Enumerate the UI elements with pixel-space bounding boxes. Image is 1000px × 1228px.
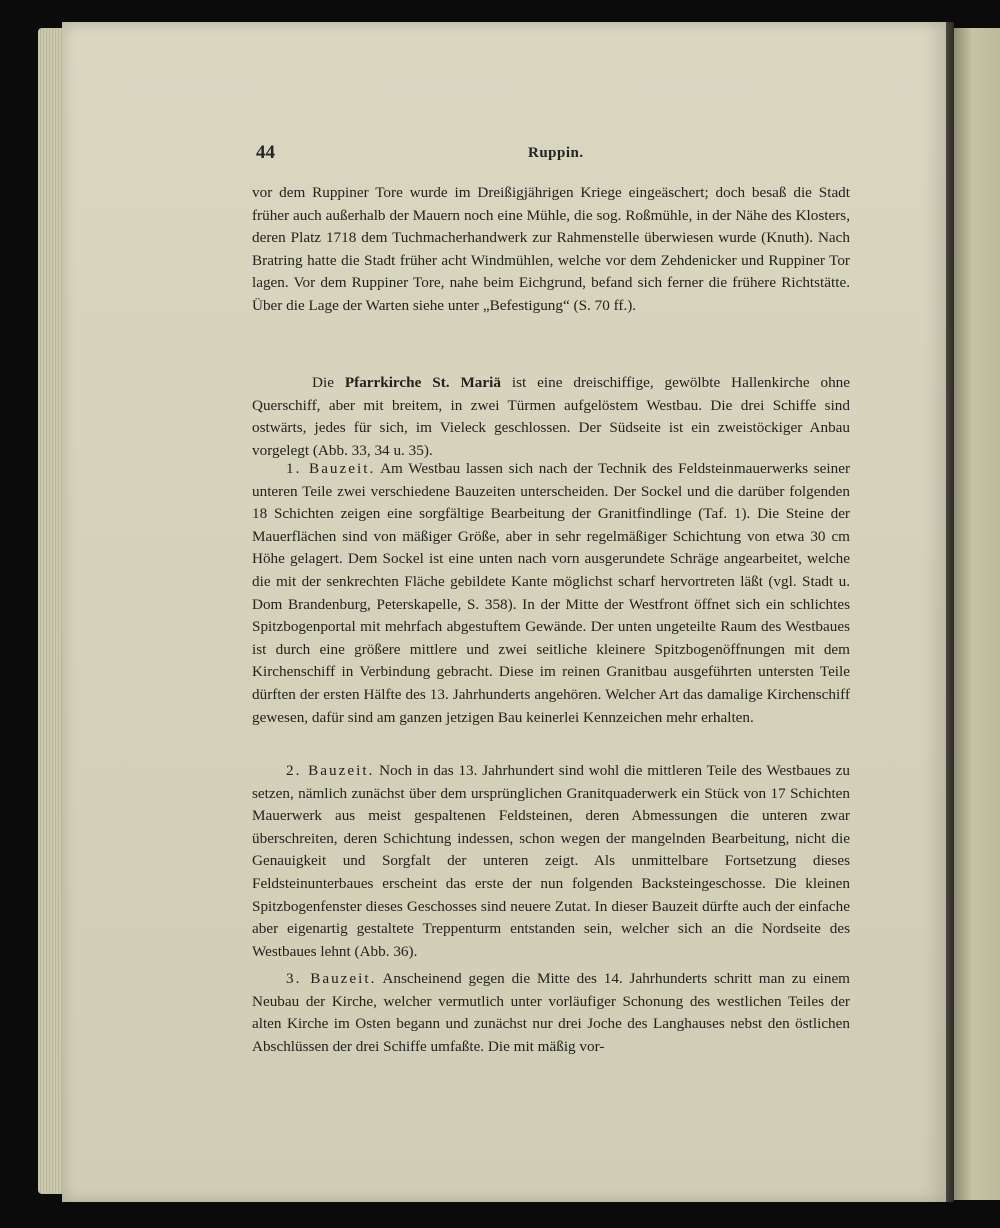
paragraph-bauzeit-1	[252, 458, 850, 729]
running-title: Ruppin.	[528, 145, 584, 161]
paragraph-lead: Die	[312, 374, 334, 391]
section-lead-3: 3. Bauzeit.	[286, 970, 377, 987]
paragraph-text: Am Westbau lassen sich nach der Technik des Feldsteinmauerwerks seiner unteren Teile zwei verschiedene Bauzeiten unterscheiden. Der Sockel und die darüber folgenden 18 Schichten zeigen eine sorgfältige Bearbeitung der Granitfindlinge (Taf. 1). Die Steine der Mauerflächen sind von mäßiger Größe, aber in sehr regelmäßiger Schichtung von etwa 30 cm Höhe gelagert. Dem Sockel ist eine unten nach vorn ausgerundete Schräge angearbeitet, welche die mit der senkrechten Fläche gebildete Kante möglichst scharf hervortreten läßt (vgl. Stadt u. Dom Brandenburg, Peterskapelle, S. 358). In der Mitte der Westfront öffnet sich ein schlichtes Spitzbogenportal mit mehrfach abgestuftem Gewände. Der unten ungeteilte Raum des Westbaues ist durch eine größere mittlere und zwei seitliche kleinere Spitzbogenöffnungen mit dem Kirchenschiff in Verbindung gebracht. Diese im reinen Granitbau ausgeführten untersten Teile dürften der ersten Hälfte des 13. Jahrhunderts angehören. Welcher Art das damalige Kirchenschiff gewesen, dafür sind am ganzen jetzigen Bau keinerlei Kennzeichen mehr erhalten.	[252, 460, 851, 726]
page-number: 44	[256, 142, 275, 163]
section-lead-1: 1. Bauzeit.	[286, 460, 376, 477]
paragraph-text: ist eine dreischiffige, gewölbte Hallenkirche ohne Querschiff, aber mit breitem, in zwei Türmen aufgelöstem Westbau. Die drei Schiffe sind ostwärts, jedes für sich, im Vieleck geschlossen. Der Südseite ist ein zweistöckiger Anbau vorgelegt (Abb. 33, 34 u. 35).	[252, 374, 850, 459]
paragraph-bauzeit-2	[252, 760, 850, 963]
next-page-edge	[954, 28, 1000, 1200]
paragraph-text: Anscheinend gegen die Mitte des 14. Jahrhunderts schritt man zu einem Neubau der Kirche, welcher vermutlich unter vorläufiger Schonung des westlichen Teiles der alten Kirche im Osten begann und zunächst nur drei Joche des Langhauses nebst den östlichen Abschlüssen der drei Schiffe umfaßte. Die mit mäßig vor-	[252, 970, 850, 1055]
paragraph-bauzeit-3	[252, 968, 850, 1058]
page-gutter	[946, 22, 954, 1202]
page-header	[194, 142, 854, 166]
paragraph-text: Noch in das 13. Jahrhundert sind wohl die mittleren Teile des Westbaues zu setzen, nämlich zunächst über dem ursprünglichen Granitquaderwerk ein Stück von 17 Schichten Mauerwerk aus meist gespaltenen Feldsteinen, deren Abmessungen die unteren zwar überschreiten, deren Schichtung indessen, schon wegen der mangelnden Bearbeitung, nicht die Genauigkeit und Sorgfalt der unteren zeigt. Als unmittelbare Fortsetzung dieses Feldsteinunterbaues erscheint das erste der nun folgenden Backsteingeschosse. Die kleinen Spitzbogenfenster dieses Geschosses sind neuere Zutat. In dieser Bauzeit dürfte auch der einfache aber eigenartig gestaltete Treppenturm entstanden sein, welcher sich an die Nordseite des Westbaues lehnt (Abb. 36).	[252, 762, 850, 960]
church-title: Pfarrkirche St. Mariä	[344, 374, 501, 391]
paragraph-continuation: vor dem Ruppiner Tore wurde im Dreißigjährigen Kriege eingeäschert; doch besaß die Stadt früher auch außerhalb der Mauern noch eine Mühle, die sog. Roßmühle, in der Nähe des Klosters, deren Platz 1718 dem Tuchmacherhandwerk zur Rahmenstelle überwiesen wurde (Knuth). Nach Bratring hatte die Stadt früher acht Windmühlen, welche vor dem Zehdenicker und Ruppiner Tor lagen. Vor dem Ruppiner Tore, nahe beim Eichgrund, befand sich ferner die frühere Richtstätte. Über die Lage der Warten siehe unter „Befestigung“ (S. 70 ff.).	[252, 184, 850, 314]
section-lead-2: 2. Bauzeit.	[286, 762, 375, 779]
paragraph-church-intro	[252, 372, 850, 462]
